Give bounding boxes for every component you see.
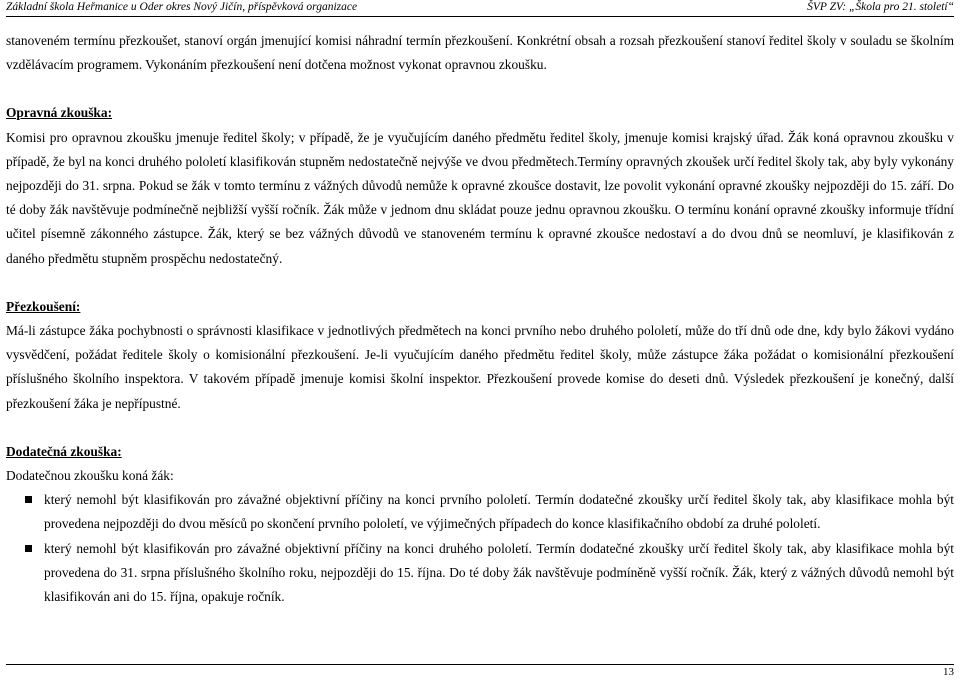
dodatecna-list xyxy=(6,488,954,609)
intro-paragraph: stanoveném termínu přezkoušet, stanoví orgán jmenující komisi náhradní termín přezkoušení. Konkrétní obsah a rozsah přezkoušení stanoví ředitel školy v souladu se školním vzdělávacím programem. Vykonáním přezkoušení není dotčena možnost vykonat opravnou zkoušku. xyxy=(6,33,954,73)
square-bullet-icon xyxy=(25,545,32,552)
square-bullet-icon xyxy=(25,496,32,503)
school-name: Základní škola Heřmanice u Oder okres Nový Jičín, příspěvková organizace xyxy=(6,1,358,13)
document-title: ŠVP ZV: „Škola pro 21. století“ xyxy=(807,1,954,13)
paragraph-prezkouseni: Má-li zástupce žáka pochybnosti o správnosti klasifikace v jednotlivých předmětech na konci prvního nebo druhého pololetí, může do tří dnů ode dne, kdy bylo žákovi vydáno vysvědčení, požádat ředitele školy o komisionální přezkoušení. Je-li vyučujícím daného předmětu ředitel školy, může zástupce žáka požádat o komisionální přezkoušení příslušného školního inspektora. V takovém případě jmenuje komisi školní inspektor. Přezkoušení provede komise do deseti dnů. Výsledek přezkoušení je konečný, další přezkoušení žáka je nepřípustné. xyxy=(6,323,954,411)
dodatecna-intro: Dodatečnou zkoušku koná žák: xyxy=(6,468,174,484)
spacer xyxy=(6,271,954,295)
paragraph-opravna: Komisi pro opravnou zkoušku jmenuje ředitel školy; v případě, že je vyučujícím daného předmětu ředitel školy, jmenuje komisi krajský úřad. Žák koná opravnou zkoušku v případě, že byl na konci druhého pololetí klasifikován stupněm nedostatečně nejvýše ve dvou předmětech.Termíny opravných zkoušek určí ředitel školy tak, aby byly vykonány nejpozději do 31. srpna. Pokud se žák v tomto termínu z vážných důvodů nemůže k opravné zkoušce dostavit, lze povolit vykonání opravné zkoušky nejpozději do 15. září. Do té doby žák navštěvuje podmínečně nejbližší vyšší ročník. Žák může v jednom dnu skládat pouze jednu opravnou zkoušku. O termínu konání opravné zkoušky informuje třídní učitel písemně zákonného zástupce. Žák, který se bez vážných důvodů ve stanoveném termínu k opravné zkoušce nedostaví a do dvou dnů se neomluví, je klasifikován z daného předmětu stupněm prospěchu nedostatečný. xyxy=(6,129,954,266)
page-header xyxy=(6,0,954,17)
footer-divider xyxy=(6,664,954,665)
list-item xyxy=(6,488,954,536)
list-item-text: který nemohl být klasifikován pro závažné objektivní příčiny na konci prvního pololetí. Termín dodatečné zkoušky určí ředitel školy tak, aby klasifikace mohla být provedena nejpozději do dvou měsíců po skončení prvního pololetí, ve výjimečných případech do konce klasifikačního období za druhé pololetí. xyxy=(44,492,954,532)
page-number: 13 xyxy=(943,666,954,678)
document-body xyxy=(6,29,954,609)
spacer xyxy=(6,416,954,440)
list-item xyxy=(6,537,954,610)
spacer xyxy=(6,77,954,101)
heading-prezkouseni: Přezkoušení: xyxy=(6,298,81,314)
list-item-text: který nemohl být klasifikován pro závažné objektivní příčiny na konci druhého pololetí. Termín dodatečné zkoušky určí ředitel školy tak, aby klasifikace mohla být provedena do 31. srpna příslušného školního roku, nejpozději do 15. října. Do té doby žák navštěvuje podmíněně vyšší ročník. Žák, který z vážných důvodů nemohl být klasifikován ani do 15. října, opakuje ročník. xyxy=(44,540,954,605)
heading-opravna: Opravná zkouška: xyxy=(6,105,113,121)
heading-dodatecna: Dodatečná zkouška: xyxy=(6,443,122,459)
